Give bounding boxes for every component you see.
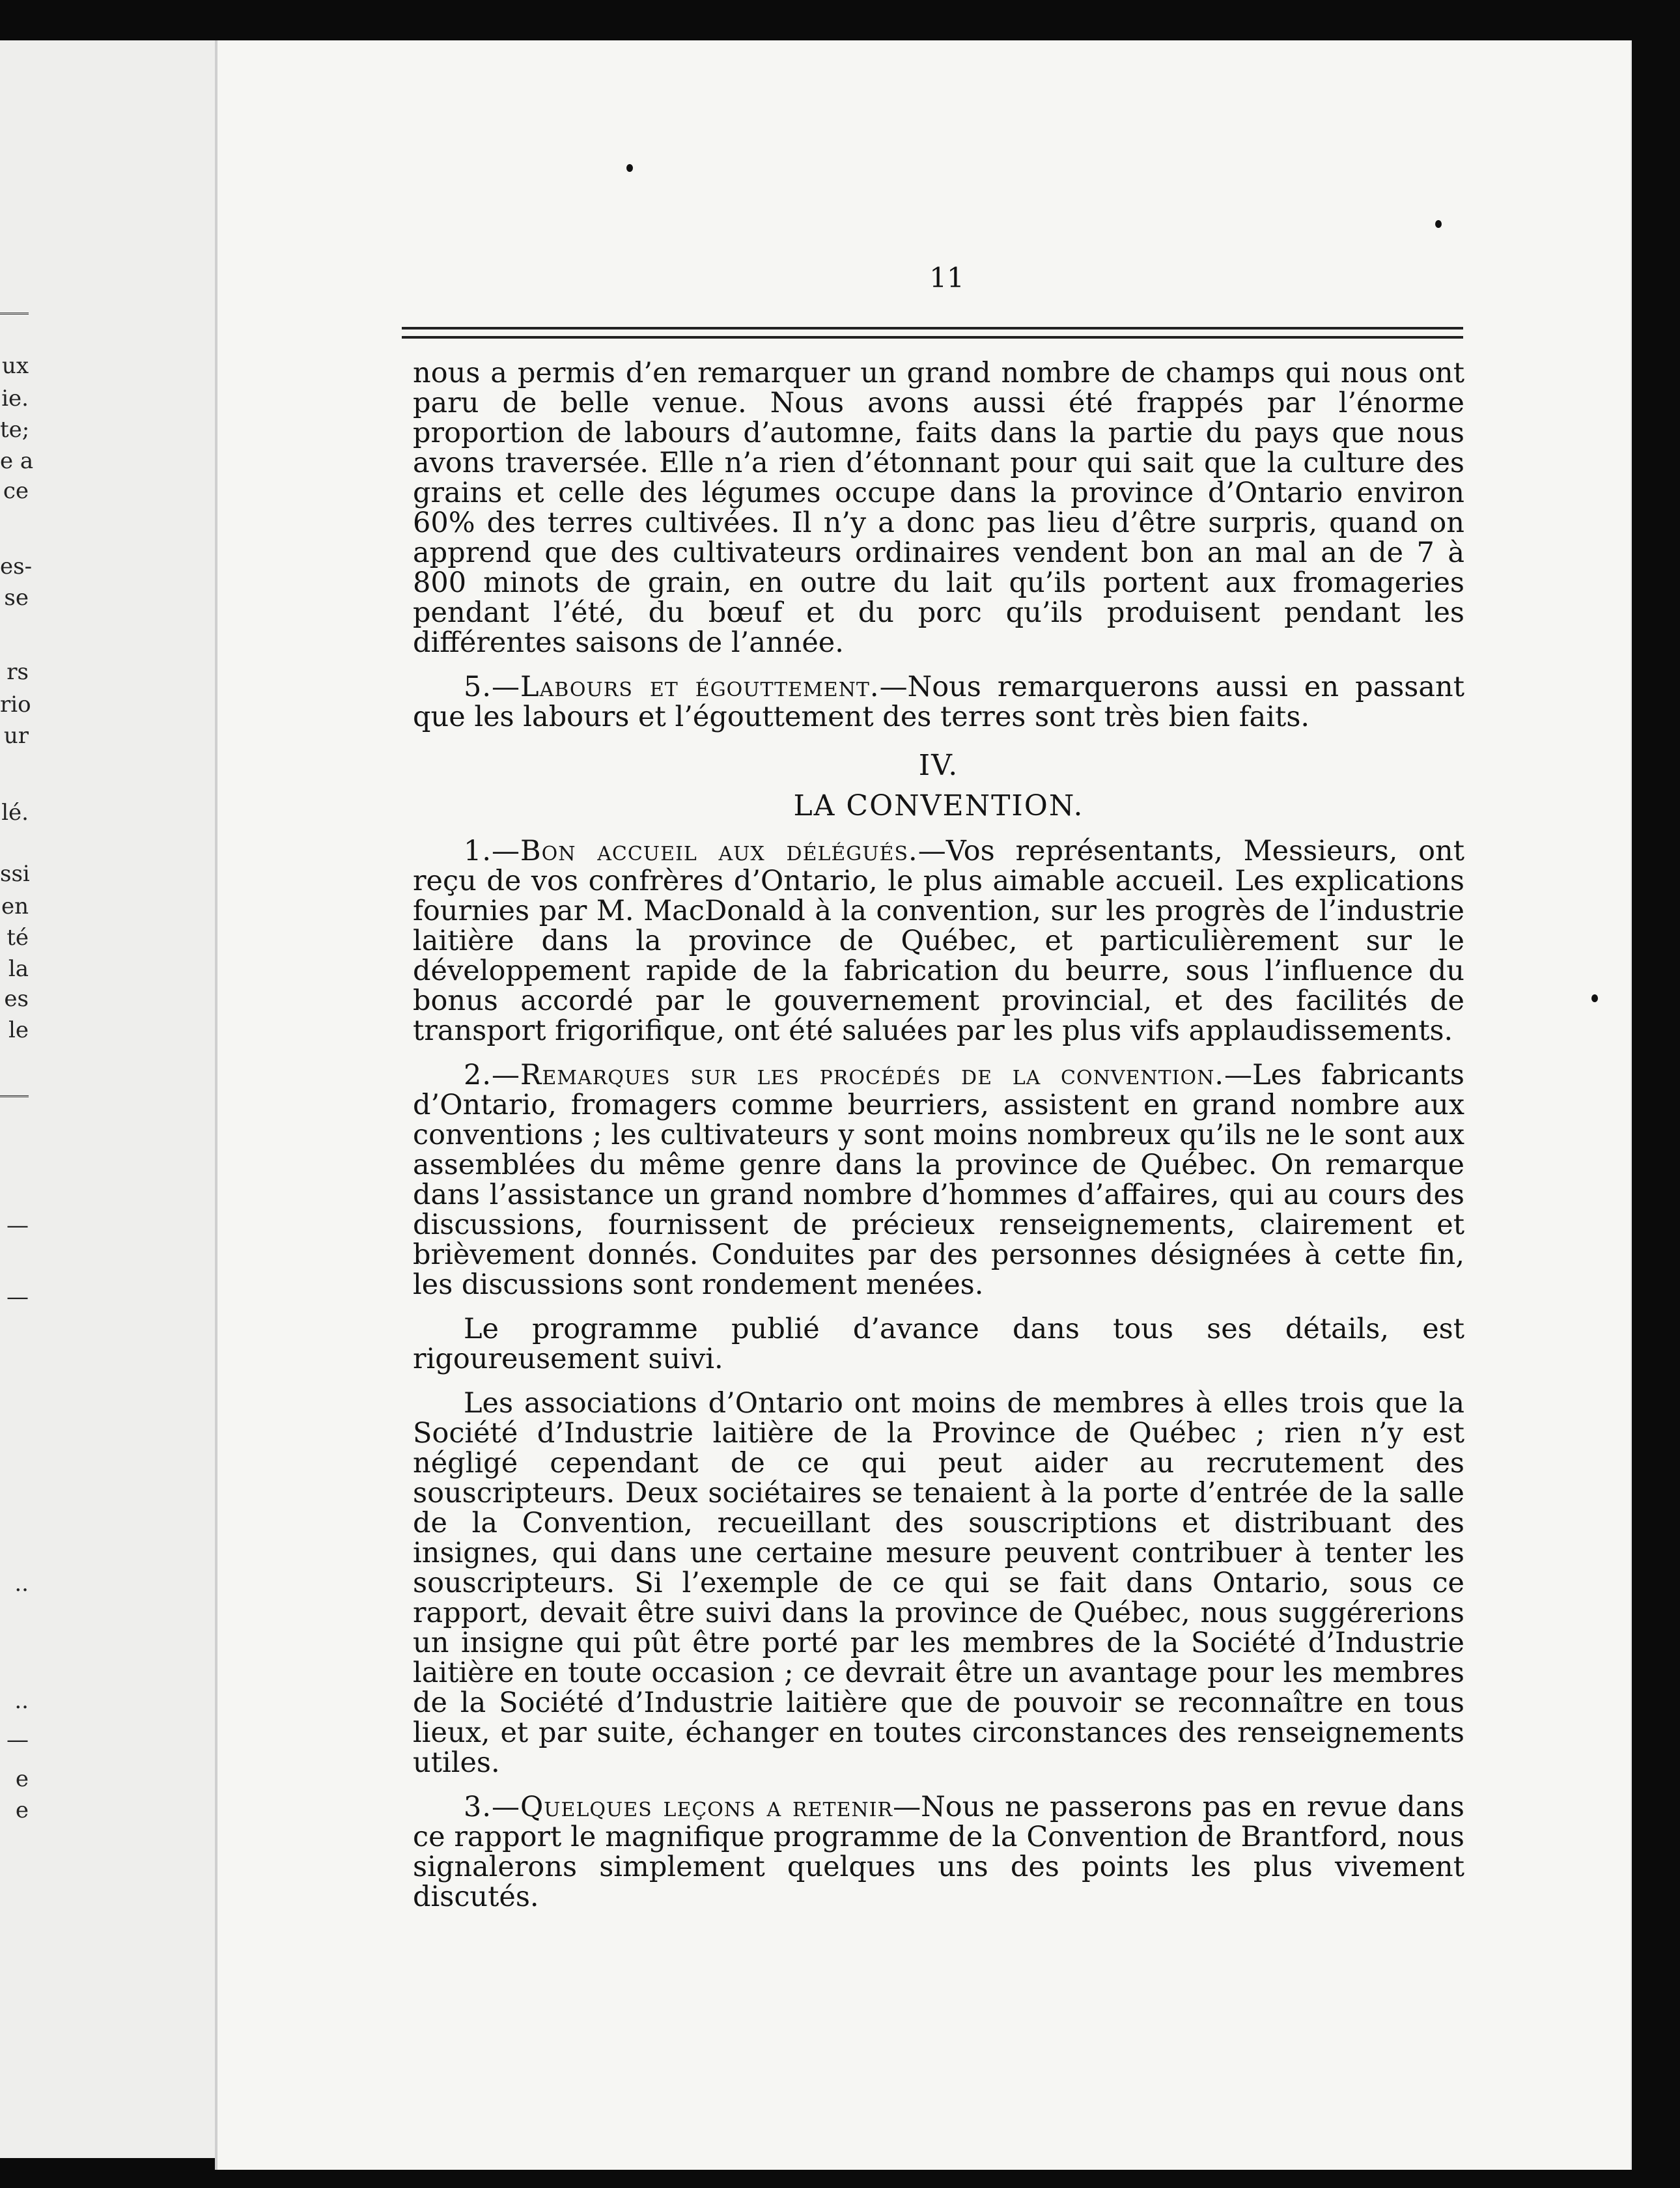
left-fragment: .. [14,1571,29,1597]
section-1-heading: 1.—Bon accueil aux délégués. [464,835,918,867]
left-fragment: te; [0,417,30,443]
header-double-rule [402,327,1463,339]
left-fragment: — [7,1284,29,1310]
left-fragment: ie. [1,386,29,412]
ink-speck [1591,994,1598,1002]
left-fragment: ce [3,478,29,504]
body-text [413,358,1464,1926]
ink-speck [1435,220,1442,228]
left-fragment: en [1,893,29,919]
chapter-title: LA CONVENTION. [793,789,1084,822]
section-3-text: —Nous ne passerons pas en revue dans ce rapport le magnifique programme de la Convention de Brantford, nous signalerons simplement quelques uns des points les plus vivement discutés. [413,1791,1464,1913]
section-5-paragraph [413,672,1464,732]
left-fragment: es [4,986,29,1012]
section-3-paragraph [413,1792,1464,1912]
section-5-text: —Nous remarquerons aussi en passant que les labours et l’égouttement des terres sont très bien faits. [413,671,1464,733]
left-fragment: e [15,1766,29,1792]
paragraph-associations: Les associations d’Ontario ont moins de membres à elles trois que la Société d’Industrie laitière de la Province de Québec ; rien n’y est négligé cependant de ce qui peut aider au recrutement des souscripteurs. Deux sociétaires se tenaient à la porte d’entrée de la salle de la Convention, recueillant des souscriptions et distribuant des insignes, qui dans une certaine mesure peuvent contribuer à tenter les souscripteurs. Si l’exemple de ce qui se fait dans Ontario, sous ce rapport, devait être suivi dans la province de Québec, nous suggérerions un insigne qui pût être porté par les membres de la Société d’Industrie laitière en toute occasion ; ce devrait être un avantage pour les membres de la Société d’Industrie laitière que de pouvoir se reconnaître en tous lieux, et par suite, échanger en toutes circonstances des renseignements utiles. [413,1387,1464,1779]
paragraph-crops: nous a permis d’en remarquer un grand nombre de champs qui nous ont paru de belle venue. Nous avons aussi été frappés par l’énorme proportion de labours d’automne, faits dans la partie du pays que nous avons traversée. Elle n’a rien d’étonnant pour qui sait que la culture des grains et celle des légumes occupe dans la province d’Ontario environ 60% des terres cultivées. Il n’y a donc pas lieu d’être surpris, quand on apprend que des cultivateurs ordinaires vendent bon an mal an de 7 à 800 minots de grain, en outre du lait qu’ils portent aux fromageries pendant l’été, du bœuf et du porc qu’ils produisent pendant les différentes saisons de l’année. [413,357,1464,659]
left-fragment: e a [0,448,34,474]
left-fragment: té [7,925,29,951]
left-fragment: ur [3,723,29,749]
left-fragment: le [8,1017,29,1043]
left-rule [0,1095,29,1097]
document-page [215,40,1632,2170]
left-fragment: la [8,956,29,982]
left-page-margin [0,40,221,2158]
ink-speck [626,164,633,172]
chapter-number: IV. [918,749,959,782]
left-rule [0,313,29,315]
left-fragment: se [4,585,29,611]
left-fragment: rio [0,692,31,718]
section-1-paragraph [413,836,1464,1046]
left-fragment: .. [14,1688,29,1714]
left-fragment: lé. [1,800,29,826]
page-number: 11 [929,262,964,294]
left-fragment: e [15,1797,29,1823]
section-1-text: —Vos représentants, Messieurs, ont reçu de vos confrères d’Ontario, le plus aimable accueil. Les explications fournies par M. MacDonald à la convention, sur les progrès de l’industrie laitière dans la province de Québec, et particulièrement sur le développement rapide de la fabrication du beurre, sous l’influence du bonus accordé par le gouvernement provincial, et des facilités de transport frigorifique, ont été saluées par les plus vifs applaudissements. [413,835,1464,1047]
paragraph-programme: Le programme publié d’avance dans tous ses détails, est rigoureusement suivi. [413,1313,1464,1375]
left-fragment: — [7,1727,29,1753]
left-fragment: ux [1,353,29,379]
left-fragment: ssi [0,861,30,887]
left-fragment: — [7,1213,29,1239]
section-2-heading: 2.—Remarques sur les procédés de la convention. [464,1059,1225,1091]
left-fragment: es- [0,554,33,580]
section-2-paragraph [413,1060,1464,1300]
left-fragment: rs [7,659,29,685]
section-5-heading: 5.—Labours et égouttement. [464,671,880,703]
section-3-heading: 3.—Quelques leçons a retenir [464,1791,893,1823]
section-2-text: —Les fabricants d’Ontario, fromagers comme beurriers, assistent en grand nombre aux conventions ; les cultivateurs y sont moins nombreux qu’ils ne le sont aux assemblées du même genre dans la province de Québec. On remarque dans l’assistance un grand nombre d’hommes d’affaires, qui au cours des discussions, fournissent de précieux renseignements, clairement et brièvement donnés. Conduites par des personnes désignées à cette fin, les discussions sont rondement menées. [413,1059,1464,1301]
